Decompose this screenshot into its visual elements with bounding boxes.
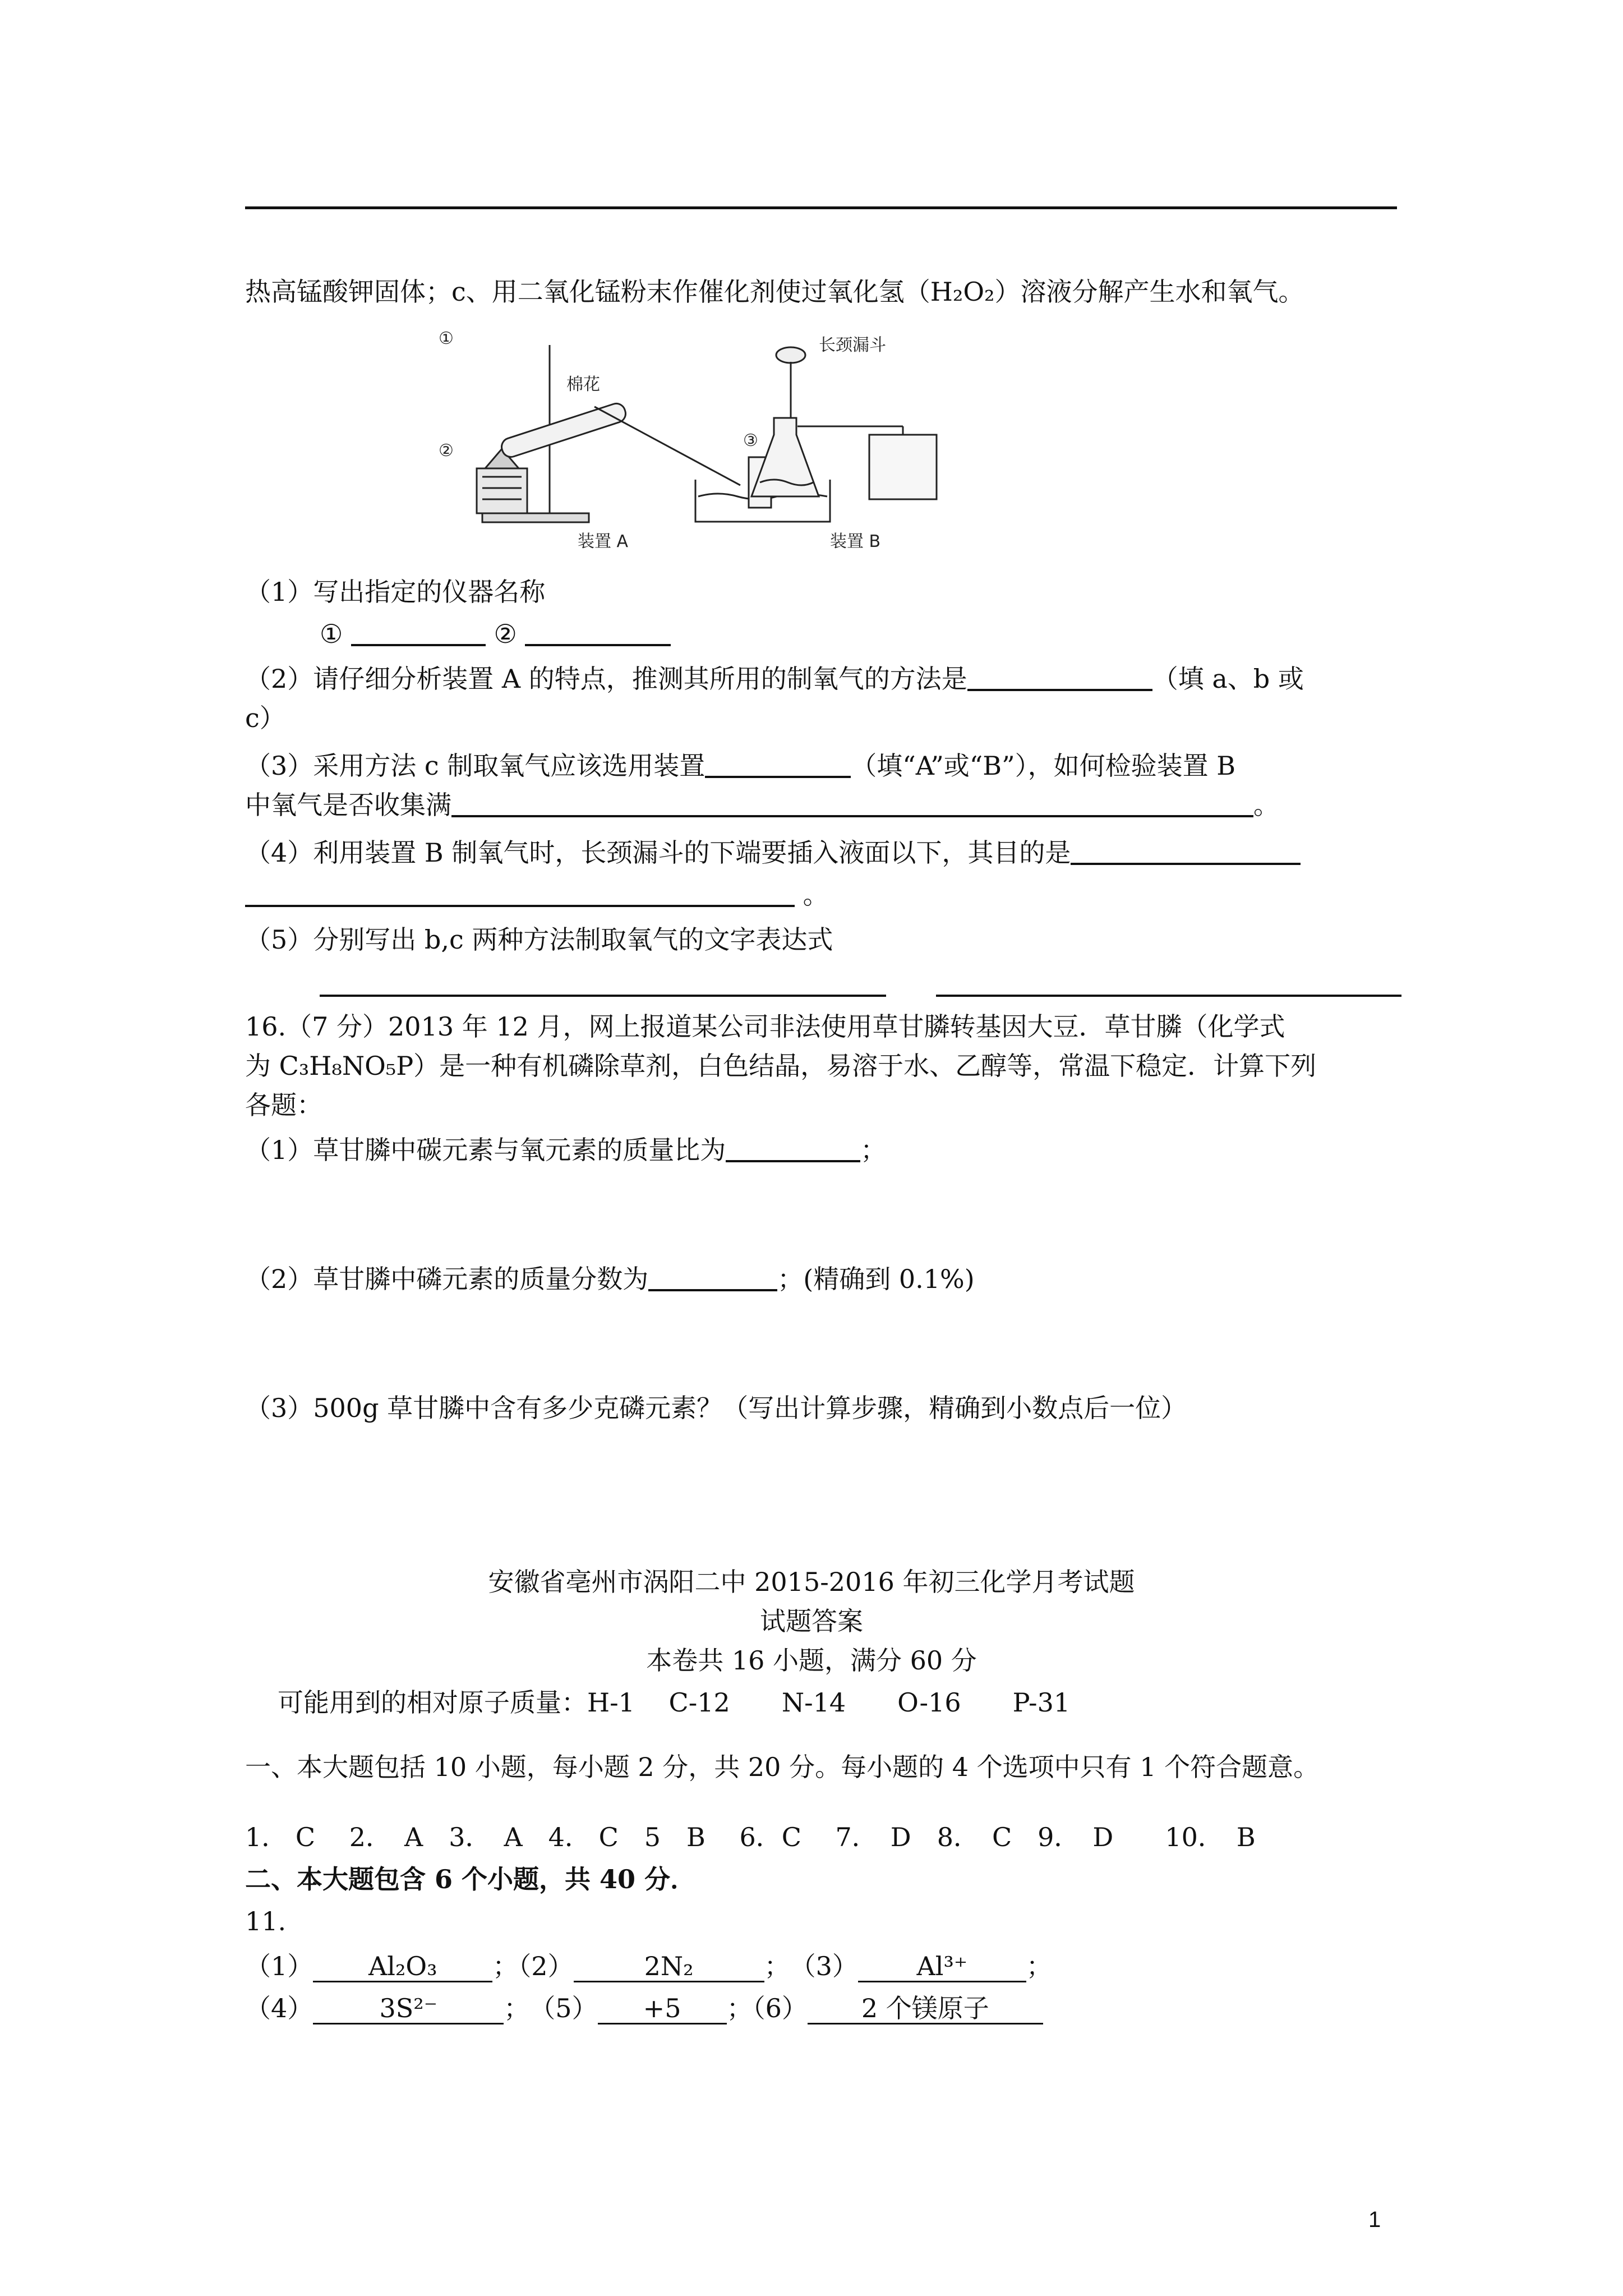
q16-sub2 — [245, 1262, 975, 1296]
q15-part4-cont — [245, 878, 829, 912]
answers-title: 安徽省亳州市涡阳二中 2015-2016 年初三化学月考试题 — [488, 1567, 1135, 1597]
a1-label: （1） — [245, 1951, 313, 1981]
intro-line: 热高锰酸钾固体；c、用二氧化锰粉末作催化剂使过氧化氢（H₂O₂）溶液分解产生水和氧气。 — [245, 277, 1304, 307]
figure-caption-b: 装置 B — [830, 532, 881, 551]
q16-line3: 各题： — [245, 1090, 322, 1120]
page-number: 1 — [1368, 2207, 1381, 2232]
a3-label: ； （3） — [764, 1951, 858, 1981]
q15-blank-device[interactable] — [705, 751, 851, 778]
a2-value: 2N₂ — [574, 1952, 764, 1982]
apparatus-b — [751, 347, 937, 499]
a1-value: Al₂O₃ — [313, 1952, 492, 1982]
q15-part5: （5）分别写出 b,c 两种方法制取氧气的文字表达式 — [245, 924, 833, 955]
q16-sub1-end: ； — [860, 1135, 887, 1165]
q16-blank-ratio[interactable] — [726, 1135, 860, 1162]
mc-answers: 1． C 2． A 3． A 4． C 5 B 6．C 7． D 8． C 9． D 10． B — [245, 1822, 1256, 1852]
q16-sub1-text: （1）草甘膦中碳元素与氧元素的质量比为 — [245, 1135, 726, 1165]
q11-answers-row2 — [245, 1991, 1043, 2025]
q15-part1-blanks — [320, 617, 671, 651]
q16-sub2-text: （2）草甘膦中磷元素的质量分数为 — [245, 1264, 649, 1294]
q15-part3-hint: （填“A”或“B”），如何检验装置 B — [851, 751, 1236, 781]
q16-sub2-end: ；(精确到 0.1%) — [777, 1264, 975, 1294]
a5-label: ； （5） — [504, 1993, 598, 2023]
q15-blank-2[interactable] — [525, 619, 671, 646]
figure-label-1: ① — [439, 329, 454, 348]
q15-part4-text: （4）利用装置 B 制氧气时，长颈漏斗的下端要插入液面以下，其目的是 — [245, 838, 1071, 868]
figure-caption-a: 装置 A — [578, 532, 629, 551]
figure-label-3: ③ — [743, 431, 758, 450]
answers-summary: 本卷共 16 小题，满分 60 分 — [646, 1645, 977, 1676]
atomic-masses: 可能用到的相对原子质量：H-1 C-12 N-14 O-16 P-31 — [278, 1687, 1071, 1718]
q15-blank-1-label: ① — [320, 619, 343, 649]
q16-line1: 16.（7 分）2013 年 12 月，网上报道某公司非法使用草甘膦转基因大豆．草甘膦（化学式 — [245, 1011, 1285, 1042]
q15-part3 — [245, 749, 1235, 783]
q15-part4-end: 。 — [803, 880, 829, 910]
q15-blank-purpose[interactable] — [1071, 838, 1301, 865]
q15-part3-cont — [245, 788, 1279, 822]
a2-label: ；（2） — [492, 1951, 574, 1981]
q15-part3-cont-text: 中氧气是否收集满 — [245, 790, 451, 820]
q11-answers-row1 — [245, 1949, 1052, 1983]
q16-blank-fraction[interactable] — [648, 1264, 777, 1291]
q16-sub3: （3）500g 草甘膦中含有多少克磷元素？（写出计算步骤，精确到小数点后一位） — [245, 1393, 1187, 1423]
section-2-heading: 二、本大题包含 6 个小题，共 40 分． — [245, 1864, 697, 1894]
q15-part2-hint: （填 a、b 或 — [1152, 664, 1304, 694]
figure-cotton-label: 棉花 — [566, 375, 600, 394]
a6-value: 2 个镁原子 — [808, 1994, 1043, 2024]
q15-part1: （1）写出指定的仪器名称 — [245, 577, 546, 607]
q15-part2 — [245, 662, 1304, 696]
q15-part2-cont: c） — [245, 703, 285, 733]
q15-part3-end: 。 — [1253, 790, 1279, 820]
q15-part5-blanks — [320, 968, 1401, 1001]
q11-number: 11. — [245, 1906, 287, 1936]
q16-line2: 为 C₃H₈NO₅P）是一种有机磷除草剂，白色结晶，易溶于水、乙醇等，常温下稳定．计算下列 — [245, 1051, 1317, 1081]
q15-blank-2-label: ② — [494, 619, 517, 649]
q16-sub1 — [245, 1133, 886, 1167]
q15-blank-purpose-cont[interactable] — [245, 880, 795, 907]
q15-blank-1[interactable] — [351, 619, 486, 646]
q15-blank-expr-b[interactable] — [320, 970, 886, 997]
q15-part4 — [245, 836, 1301, 869]
q15-blank-expr-c[interactable] — [936, 970, 1401, 997]
figure-label-2: ② — [439, 441, 454, 461]
a3-end: ； — [1026, 1951, 1052, 1981]
a4-value: 3S²⁻ — [313, 1994, 504, 2024]
a5-value: +5 — [598, 1994, 727, 2024]
q15-part2-text: （2）请仔细分析装置 A 的特点，推测其所用的制氧气的方法是 — [245, 664, 967, 694]
q15-blank-check[interactable] — [451, 790, 1253, 817]
q15-part3-text: （3）采用方法 c 制取氧气应该选用装置 — [245, 751, 706, 781]
header-rule — [245, 206, 1397, 209]
a6-label: ；（6） — [726, 1993, 808, 2023]
section-1-heading: 一、本大题包括 10 小题，每小题 2 分，共 20 分。每小题的 4 个选项中只有 1 个符合题意。 — [245, 1752, 1320, 1782]
apparatus-figure — [426, 328, 987, 553]
a3-value: Al³⁺ — [858, 1952, 1026, 1982]
q15-blank-method[interactable] — [967, 664, 1152, 691]
figure-funnel-label: 长颈漏斗 — [819, 335, 886, 355]
answers-subtitle: 试题答案 — [760, 1606, 863, 1636]
a4-label: （4） — [245, 1993, 313, 2023]
